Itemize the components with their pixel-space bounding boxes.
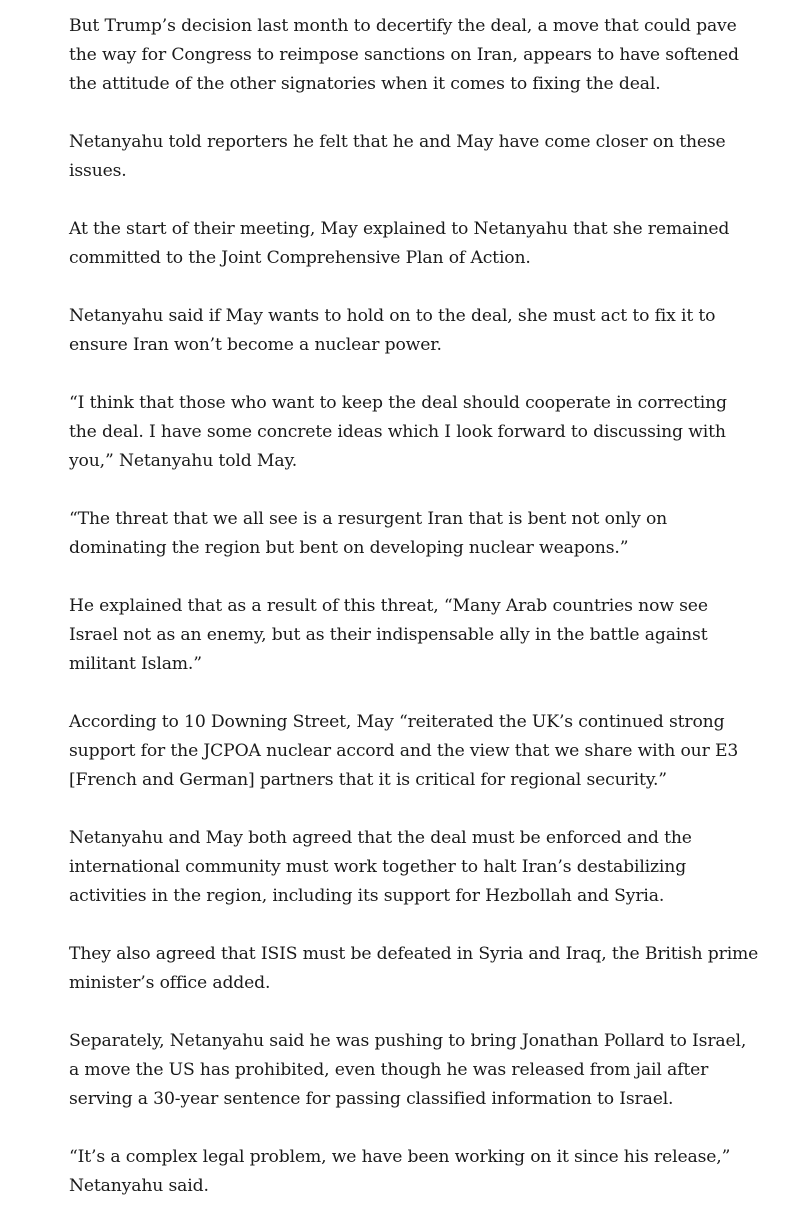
article-paragraph: He explained that as a result of this threat, “Many Arab countries now see Israel not as an enemy, but as their indispensable ally in the battle against militant Islam.” [69, 596, 708, 674]
article-paragraph: According to 10 Downing Street, May “reiterated the UK’s continued strong support for the JCPOA nuclear accord and the view that we share with our E3 [French and German] partners that it is critical for regional security.” [69, 712, 739, 790]
article-paragraph: Netanyahu and May both agreed that the deal must be enforced and the international community must work together to halt Iran’s destabilizing activities in the region, including its support for Hezbollah and Syria. [69, 828, 692, 906]
article-paragraph: At the start of their meeting, May explained to Netanyahu that she remained committed to the Joint Comprehensive Plan of Action. [69, 219, 730, 268]
article-paragraph: But Trump’s decision last month to decertify the deal, a move that could pave the way for Congress to reimpose sanctions on Iran, appears to have softened the attitude of the other signatories when it comes to fixing the deal. [69, 16, 739, 94]
article-paragraph: They also agreed that ISIS must be defeated in Syria and Iraq, the British prime minister’s office added. [69, 944, 759, 993]
article-paragraph: Separately, Netanyahu said he was pushing to bring Jonathan Pollard to Israel, a move the US has prohibited, even though he was released from jail after serving a 30-year sentence for passing classified information to Israel. [69, 1031, 747, 1109]
article-paragraph: “I think that those who want to keep the deal should cooperate in correcting the deal. I have some concrete ideas which I look forward to discussing with you,” Netanyahu told May. [69, 393, 727, 471]
article-body [69, 12, 759, 1230]
article-paragraph: Netanyahu said if May wants to hold on to the deal, she must act to fix it to ensure Iran won’t become a nuclear power. [69, 306, 716, 355]
article-paragraph: “It’s a complex legal problem, we have been working on it since his release,” Netanyahu said. [69, 1147, 731, 1196]
article-paragraph: “The threat that we all see is a resurgent Iran that is bent not only on dominating the region but bent on developing nuclear weapons.” [69, 509, 668, 558]
article-paragraph: Netanyahu told reporters he felt that he and May have come closer on these issues. [69, 132, 726, 181]
